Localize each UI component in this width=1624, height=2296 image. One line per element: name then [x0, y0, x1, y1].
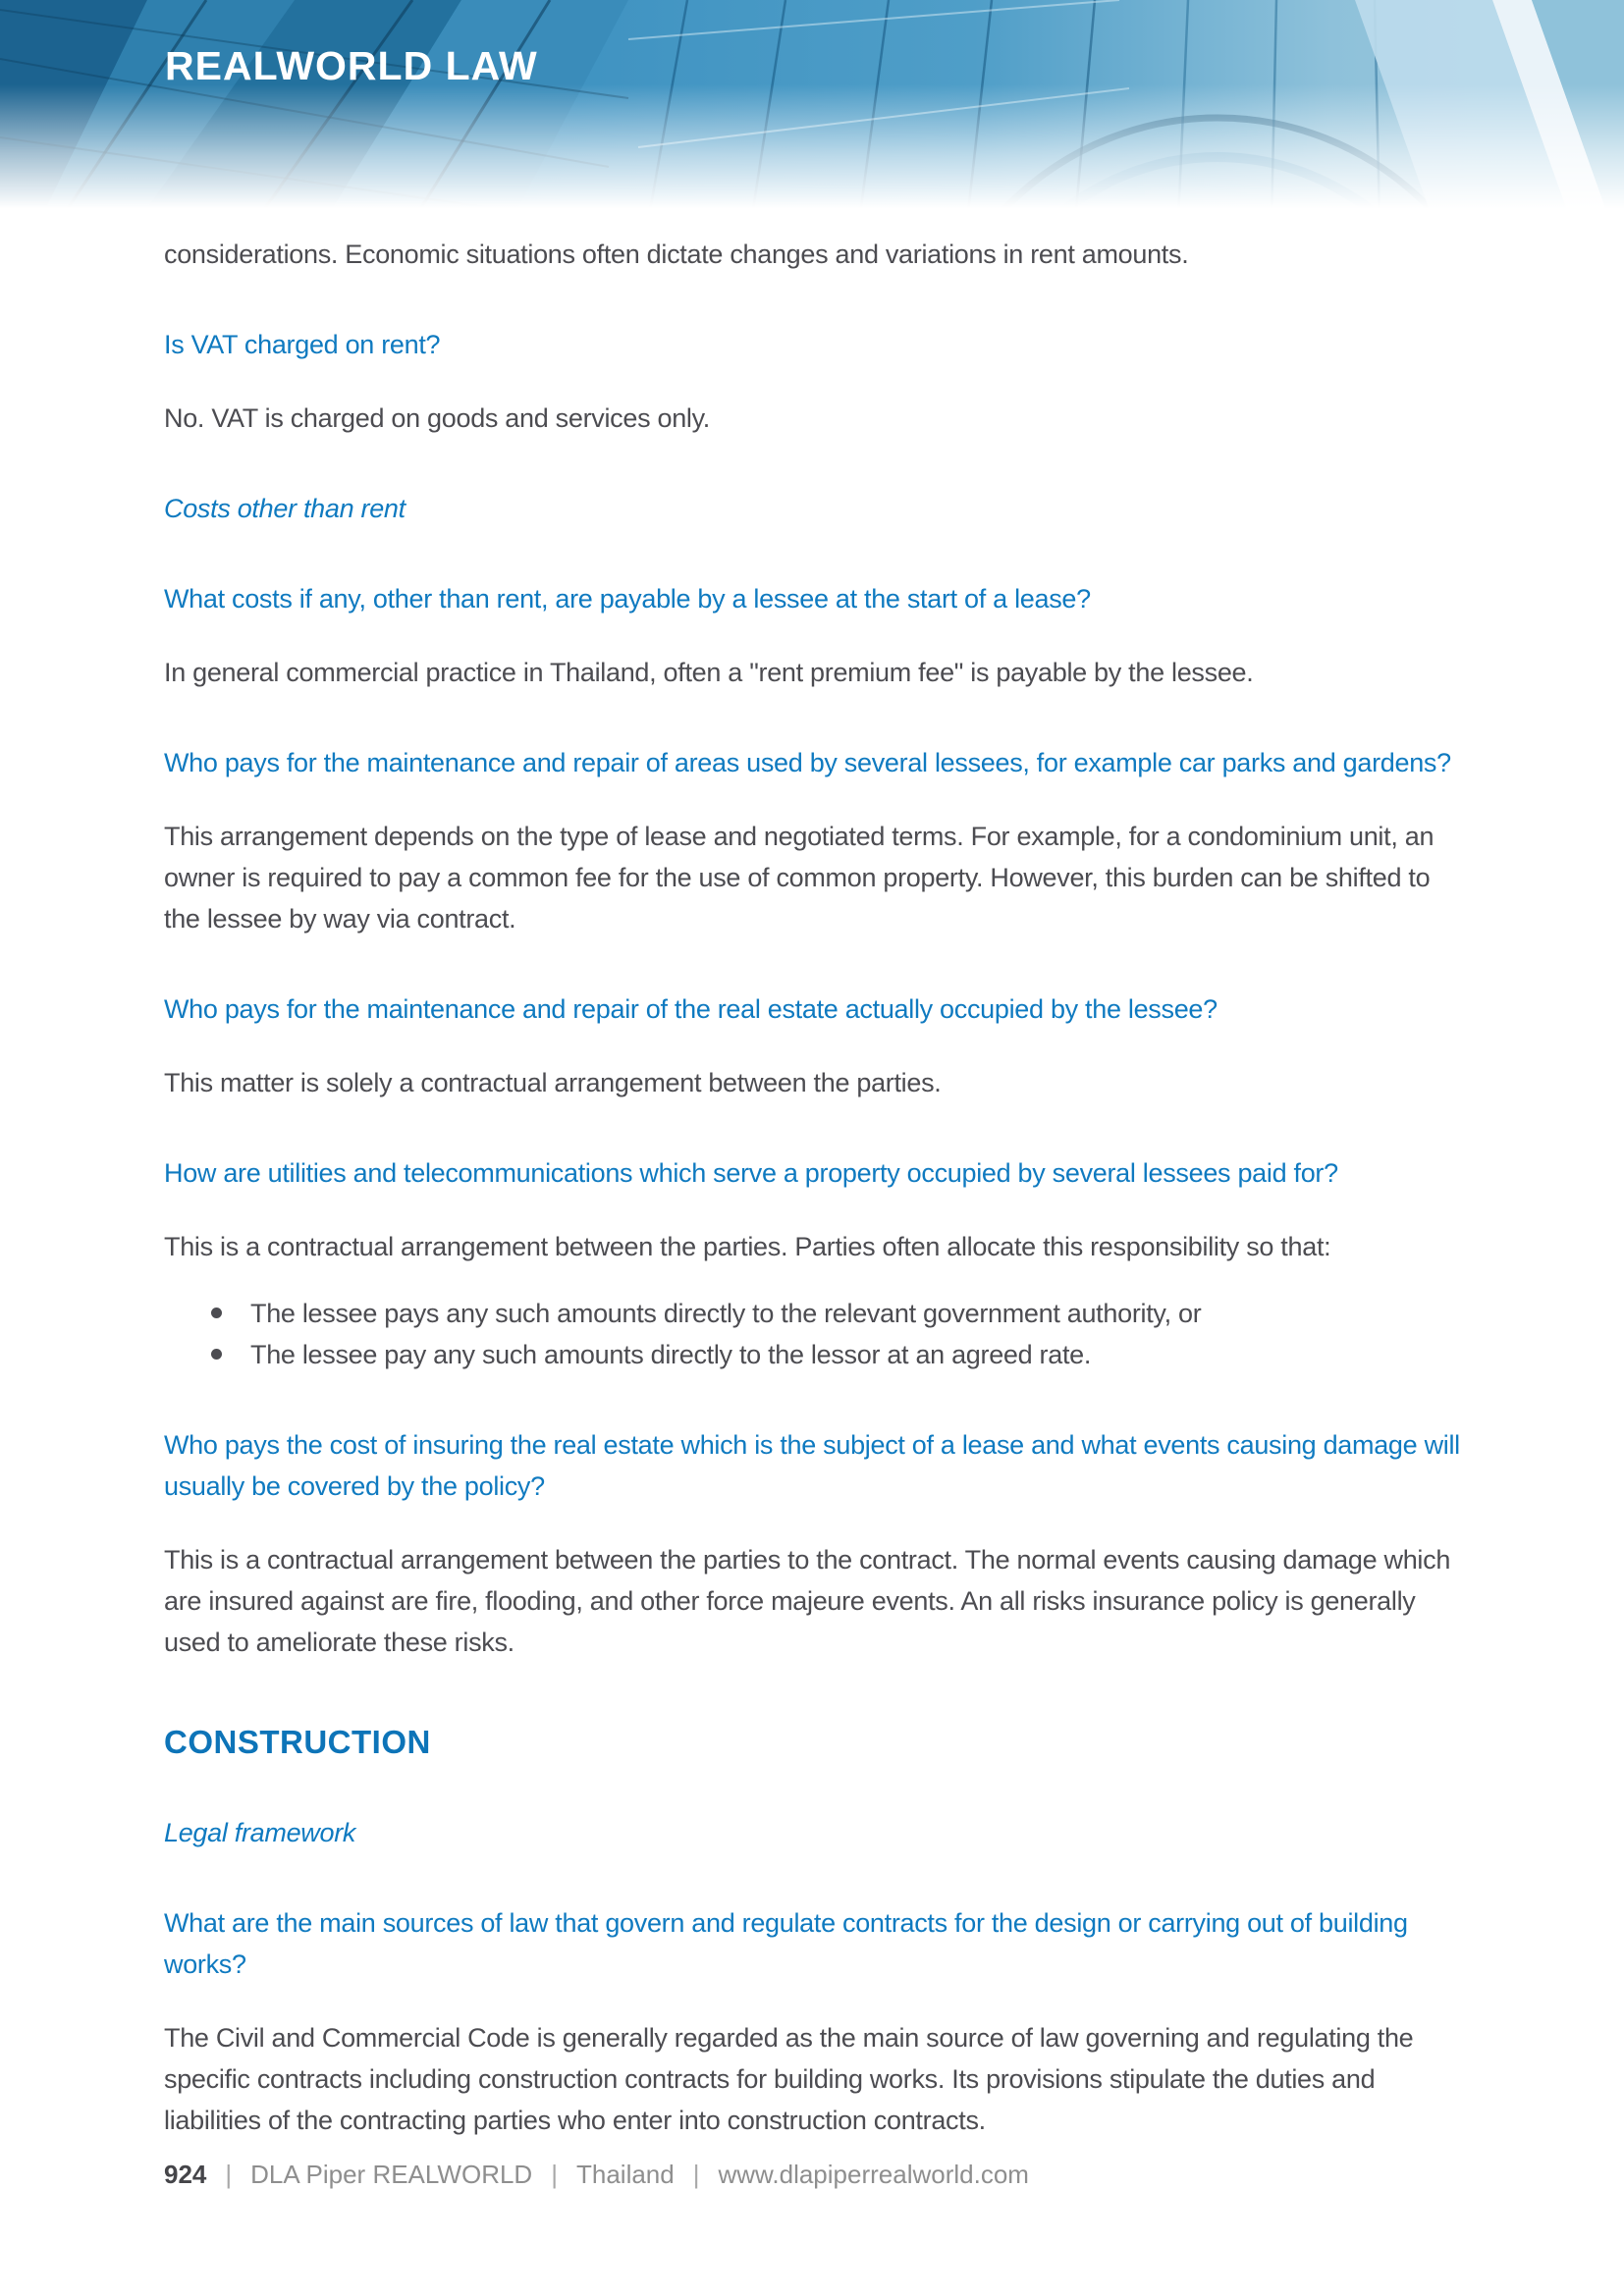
question-heading: Who pays the cost of insuring the real estate which is the subject of a lease and what events causing damage will usually be covered by the policy? [164, 1430, 1460, 1501]
question-heading: Who pays for the maintenance and repair of areas used by several lessees, for example car parks and gardens? [164, 748, 1451, 777]
subsection-heading: Costs other than rent [164, 494, 406, 523]
body-paragraph: This is a contractual arrangement between the parties. Parties often allocate this responsibility so that: [164, 1232, 1331, 1261]
subsection-heading: Legal framework [164, 1818, 356, 1847]
page-number: 924 [164, 2160, 207, 2189]
question-heading: Who pays for the maintenance and repair of the real estate actually occupied by the lessee? [164, 994, 1218, 1024]
footer-separator: | [551, 2160, 558, 2189]
body-paragraph: This matter is solely a contractual arrangement between the parties. [164, 1068, 942, 1097]
body-paragraph: This arrangement depends on the type of lease and negotiated terms. For example, for a condominium unit, an owner is required to pay a common fee for the use of common property. However, this burden can be shifted to the lessee by way via contract. [164, 822, 1435, 934]
document-content [164, 234, 1467, 2141]
footer-url[interactable]: www.dlapiperrealworld.com [718, 2160, 1029, 2189]
question-heading: Is VAT charged on rent? [164, 330, 441, 359]
footer-brand: DLA Piper REALWORLD [250, 2160, 533, 2189]
body-paragraph: considerations. Economic situations often dictate changes and variations in rent amounts. [164, 240, 1189, 269]
page-footer [164, 2160, 1029, 2190]
bullet-item: The lessee pays any such amounts directly to the relevant government authority, or [211, 1293, 1467, 1334]
brand-title: REALWORLD LAW [165, 43, 538, 88]
footer-separator: | [692, 2160, 700, 2189]
section-heading: CONSTRUCTION [164, 1724, 431, 1760]
page-header-banner [0, 0, 1624, 222]
question-heading: What costs if any, other than rent, are payable by a lessee at the start of a lease? [164, 584, 1091, 614]
glass-building-photo [0, 0, 1624, 222]
body-paragraph: No. VAT is charged on goods and services only. [164, 403, 711, 433]
bullet-list [211, 1293, 1467, 1375]
body-paragraph: The Civil and Commercial Code is generally regarded as the main source of law governing and regulating the specific contracts including construction contracts for building works. Its provisions stipulate the duties and liabilities of the contracting parties who enter into construction contracts. [164, 2023, 1414, 2135]
footer-separator: | [225, 2160, 233, 2189]
footer-country: Thailand [575, 2160, 675, 2189]
body-paragraph: This is a contractual arrangement between the parties to the contract. The normal events causing damage which are insured against are fire, flooding, and other force majeure events. An all risks insurance policy is generally used to ameliorate these risks. [164, 1545, 1451, 1657]
question-heading: What are the main sources of law that govern and regulate contracts for the design or carrying out of building works? [164, 1908, 1408, 1979]
question-heading: How are utilities and telecommunications which serve a property occupied by several lessees paid for? [164, 1158, 1338, 1188]
body-paragraph: In general commercial practice in Thailand, often a "rent premium fee" is payable by the lessee. [164, 658, 1254, 687]
bullet-item: The lessee pay any such amounts directly to the lessor at an agreed rate. [211, 1334, 1467, 1375]
